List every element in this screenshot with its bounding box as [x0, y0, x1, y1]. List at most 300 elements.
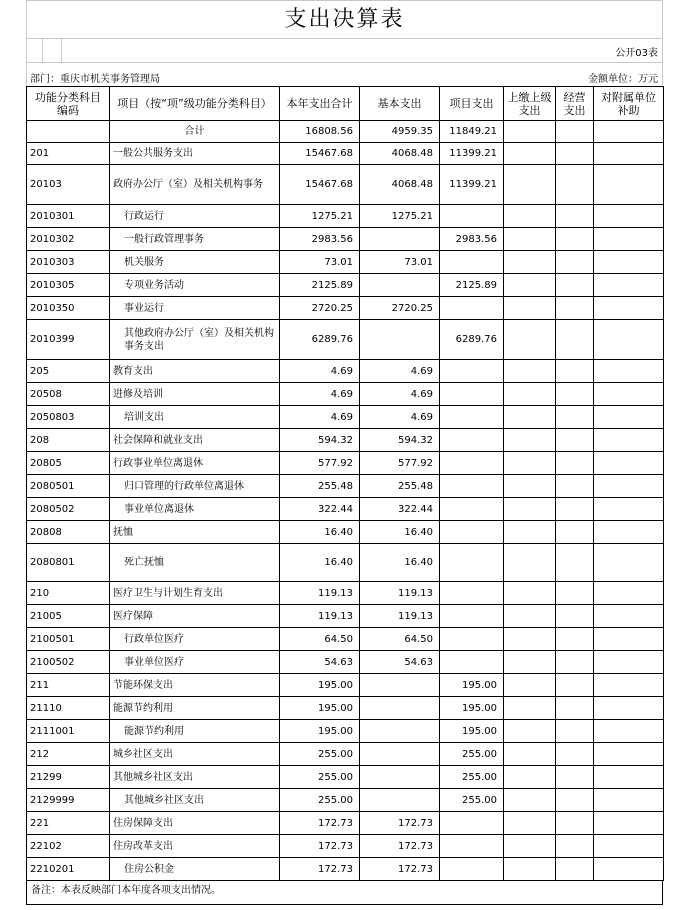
- row-code: 2010303: [27, 251, 110, 274]
- row-upper: [504, 498, 556, 521]
- row-name: 行政运行: [110, 205, 280, 228]
- row-basic: [360, 320, 440, 360]
- row-code: 211: [27, 674, 110, 697]
- row-basic: [360, 674, 440, 697]
- row-total: 255.00: [280, 743, 360, 766]
- row-subsidy: [594, 674, 664, 697]
- row-project: 195.00: [440, 697, 504, 720]
- row-total: 255.48: [280, 475, 360, 498]
- row-total: 195.00: [280, 674, 360, 697]
- row-upper: [504, 858, 556, 881]
- row-name: 事业运行: [110, 297, 280, 320]
- row-total: 16.40: [280, 521, 360, 544]
- row-total: 577.92: [280, 452, 360, 475]
- row-name: 事业单位离退休: [110, 498, 280, 521]
- table-row: [27, 628, 664, 651]
- row-total: 15467.68: [280, 143, 360, 165]
- row-name: 住房改革支出: [110, 835, 280, 858]
- table-row: [27, 475, 664, 498]
- row-basic: 577.92: [360, 452, 440, 475]
- row-basic: 16.40: [360, 544, 440, 582]
- row-business: [556, 360, 594, 383]
- row-basic: [360, 274, 440, 297]
- row-subsidy: [594, 297, 664, 320]
- row-project: [440, 812, 504, 835]
- row-basic: 172.73: [360, 835, 440, 858]
- expenditure-sheet: [26, 0, 663, 905]
- table-row: [27, 789, 664, 812]
- row-business: [556, 143, 594, 165]
- row-name: 能源节约利用: [110, 697, 280, 720]
- row-name: 行政事业单位离退休: [110, 452, 280, 475]
- row-total: 195.00: [280, 720, 360, 743]
- row-code: 21299: [27, 766, 110, 789]
- row-total: 594.32: [280, 429, 360, 452]
- row-name: 能源节约利用: [110, 720, 280, 743]
- row-project: [440, 628, 504, 651]
- row-basic: [360, 766, 440, 789]
- department-label: 部门：重庆市机关事务管理局: [30, 74, 160, 85]
- row-business: [556, 812, 594, 835]
- row-name: 进修及培训: [110, 383, 280, 406]
- row-basic: 119.13: [360, 605, 440, 628]
- row-name: 其他城乡社区支出: [110, 766, 280, 789]
- row-basic: 1275.21: [360, 205, 440, 228]
- row-basic: [360, 720, 440, 743]
- row-subsidy: [594, 143, 664, 165]
- table-row: [27, 320, 664, 360]
- table-row: [27, 205, 664, 228]
- row-basic: 4.69: [360, 406, 440, 429]
- row-project: 2983.56: [440, 228, 504, 251]
- row-business: [556, 297, 594, 320]
- row-name: 住房保障支出: [110, 812, 280, 835]
- row-project: [440, 205, 504, 228]
- row-basic: 4959.35: [360, 121, 440, 143]
- row-name: 抚恤: [110, 521, 280, 544]
- row-business: [556, 228, 594, 251]
- row-project: [440, 605, 504, 628]
- row-business: [556, 766, 594, 789]
- row-total: 172.73: [280, 835, 360, 858]
- row-subsidy: [594, 429, 664, 452]
- row-basic: 73.01: [360, 251, 440, 274]
- row-upper: [504, 165, 556, 205]
- row-total: 322.44: [280, 498, 360, 521]
- row-code: 20508: [27, 383, 110, 406]
- row-basic: 119.13: [360, 582, 440, 605]
- table-row: [27, 228, 664, 251]
- row-code: 212: [27, 743, 110, 766]
- row-subsidy: [594, 697, 664, 720]
- table-row: [27, 812, 664, 835]
- table-row: [27, 651, 664, 674]
- row-code: 20808: [27, 521, 110, 544]
- table-row: [27, 835, 664, 858]
- row-upper: [504, 251, 556, 274]
- table-row: [27, 143, 664, 165]
- row-project: 255.00: [440, 766, 504, 789]
- row-upper: [504, 766, 556, 789]
- row-subsidy: [594, 743, 664, 766]
- row-total: 64.50: [280, 628, 360, 651]
- row-code: 2111001: [27, 720, 110, 743]
- row-name: 死亡抚恤: [110, 544, 280, 582]
- table-row: [27, 498, 664, 521]
- row-upper: [504, 143, 556, 165]
- row-upper: [504, 228, 556, 251]
- row-code: 2050803: [27, 406, 110, 429]
- row-business: [556, 674, 594, 697]
- row-subsidy: [594, 251, 664, 274]
- row-upper: [504, 835, 556, 858]
- row-upper: [504, 697, 556, 720]
- table-row: [27, 674, 664, 697]
- table-row: [27, 165, 664, 205]
- row-business: [556, 320, 594, 360]
- row-basic: 4.69: [360, 360, 440, 383]
- row-business: [556, 789, 594, 812]
- row-basic: [360, 743, 440, 766]
- row-upper: [504, 297, 556, 320]
- row-total: 2125.89: [280, 274, 360, 297]
- header-name: 项目（按“项”级功能分类科目）: [110, 87, 280, 121]
- row-subsidy: [594, 766, 664, 789]
- table-row: [27, 582, 664, 605]
- row-code: 2080502: [27, 498, 110, 521]
- row-basic: 4.69: [360, 383, 440, 406]
- row-business: [556, 121, 594, 143]
- row-project: [440, 360, 504, 383]
- row-subsidy: [594, 360, 664, 383]
- row-upper: [504, 429, 556, 452]
- table-row: [27, 452, 664, 475]
- row-upper: [504, 360, 556, 383]
- row-total: 73.01: [280, 251, 360, 274]
- row-basic: 2720.25: [360, 297, 440, 320]
- row-upper: [504, 582, 556, 605]
- table-row: [27, 544, 664, 582]
- row-total: 4.69: [280, 360, 360, 383]
- row-subsidy: [594, 498, 664, 521]
- row-code: 2100502: [27, 651, 110, 674]
- row-code: 2010350: [27, 297, 110, 320]
- row-name: 机关服务: [110, 251, 280, 274]
- row-subsidy: [594, 452, 664, 475]
- header-row: [27, 87, 664, 121]
- row-name: 城乡社区支出: [110, 743, 280, 766]
- row-project: 11849.21: [440, 121, 504, 143]
- row-code: 205: [27, 360, 110, 383]
- row-upper: [504, 674, 556, 697]
- row-business: [556, 205, 594, 228]
- header-business: 经营支出: [556, 87, 594, 121]
- row-upper: [504, 605, 556, 628]
- row-subsidy: [594, 521, 664, 544]
- table-code: 公开03表: [615, 48, 658, 59]
- row-name: 政府办公厅（室）及相关机构事务: [110, 165, 280, 205]
- code-row: [26, 38, 663, 62]
- grid-line: [42, 39, 43, 62]
- row-project: [440, 297, 504, 320]
- row-code: 208: [27, 429, 110, 452]
- row-total: 119.13: [280, 582, 360, 605]
- row-business: [556, 383, 594, 406]
- row-subsidy: [594, 628, 664, 651]
- row-business: [556, 628, 594, 651]
- row-name: 一般行政管理事务: [110, 228, 280, 251]
- row-business: [556, 743, 594, 766]
- row-total: 4.69: [280, 406, 360, 429]
- row-basic: 255.48: [360, 475, 440, 498]
- row-upper: [504, 205, 556, 228]
- row-total: 2720.25: [280, 297, 360, 320]
- row-business: [556, 544, 594, 582]
- row-code: 2080501: [27, 475, 110, 498]
- row-upper: [504, 452, 556, 475]
- row-business: [556, 165, 594, 205]
- row-total: 15467.68: [280, 165, 360, 205]
- row-code: 2100501: [27, 628, 110, 651]
- row-name: 医疗卫生与计划生育支出: [110, 582, 280, 605]
- row-project: [440, 406, 504, 429]
- row-name: 一般公共服务支出: [110, 143, 280, 165]
- table-row: [27, 274, 664, 297]
- row-name: 住房公积金: [110, 858, 280, 881]
- row-subsidy: [594, 228, 664, 251]
- row-name: 培训支出: [110, 406, 280, 429]
- header-basic: 基本支出: [360, 87, 440, 121]
- row-code: [27, 121, 110, 143]
- row-subsidy: [594, 121, 664, 143]
- row-project: 11399.21: [440, 143, 504, 165]
- row-total: 119.13: [280, 605, 360, 628]
- row-business: [556, 452, 594, 475]
- table-row: [27, 297, 664, 320]
- header-code: 功能分类科目编码: [27, 87, 110, 121]
- row-basic: [360, 228, 440, 251]
- row-total: 16808.56: [280, 121, 360, 143]
- row-name: 专项业务活动: [110, 274, 280, 297]
- row-total: 255.00: [280, 789, 360, 812]
- row-business: [556, 406, 594, 429]
- row-business: [556, 858, 594, 881]
- row-subsidy: [594, 582, 664, 605]
- row-name: 归口管理的行政单位离退休: [110, 475, 280, 498]
- row-total: 16.40: [280, 544, 360, 582]
- row-code: 2010301: [27, 205, 110, 228]
- row-business: [556, 498, 594, 521]
- row-total: 1275.21: [280, 205, 360, 228]
- row-total: 54.63: [280, 651, 360, 674]
- row-project: [440, 651, 504, 674]
- row-code: 221: [27, 812, 110, 835]
- table-row: [27, 697, 664, 720]
- row-code: 21110: [27, 697, 110, 720]
- row-upper: [504, 475, 556, 498]
- unit-label: 金额单位：万元: [588, 74, 658, 85]
- row-project: [440, 498, 504, 521]
- row-project: [440, 582, 504, 605]
- row-project: [440, 429, 504, 452]
- row-project: 11399.21: [440, 165, 504, 205]
- row-code: 2080801: [27, 544, 110, 582]
- row-basic: 64.50: [360, 628, 440, 651]
- row-business: [556, 429, 594, 452]
- row-upper: [504, 521, 556, 544]
- row-subsidy: [594, 835, 664, 858]
- row-code: 2010305: [27, 274, 110, 297]
- expenditure-table: [26, 86, 664, 881]
- row-upper: [504, 544, 556, 582]
- row-project: [440, 544, 504, 582]
- table-row: [27, 858, 664, 881]
- table-row: [27, 766, 664, 789]
- row-name: 事业单位医疗: [110, 651, 280, 674]
- row-upper: [504, 406, 556, 429]
- grid-line: [61, 39, 62, 62]
- row-upper: [504, 651, 556, 674]
- row-project: 2125.89: [440, 274, 504, 297]
- row-business: [556, 251, 594, 274]
- table-body: [27, 121, 664, 881]
- table-row: [27, 429, 664, 452]
- row-subsidy: [594, 165, 664, 205]
- row-business: [556, 651, 594, 674]
- row-basic: [360, 697, 440, 720]
- row-basic: 4068.48: [360, 143, 440, 165]
- row-basic: 16.40: [360, 521, 440, 544]
- row-upper: [504, 743, 556, 766]
- table-row: [27, 406, 664, 429]
- row-project: [440, 858, 504, 881]
- row-project: [440, 251, 504, 274]
- row-upper: [504, 720, 556, 743]
- row-subsidy: [594, 605, 664, 628]
- row-total: 6289.76: [280, 320, 360, 360]
- row-business: [556, 274, 594, 297]
- row-subsidy: [594, 720, 664, 743]
- row-total: 4.69: [280, 383, 360, 406]
- header-subsidy: 对附属单位补助: [594, 87, 664, 121]
- row-upper: [504, 320, 556, 360]
- table-row: [27, 121, 664, 143]
- row-upper: [504, 274, 556, 297]
- row-project: 195.00: [440, 720, 504, 743]
- row-name: 合计: [110, 121, 280, 143]
- row-total: 172.73: [280, 812, 360, 835]
- table-row: [27, 383, 664, 406]
- row-basic: 172.73: [360, 812, 440, 835]
- row-name: 其他政府办公厅（室）及相关机构事务支出: [110, 320, 280, 360]
- row-upper: [504, 628, 556, 651]
- row-project: [440, 452, 504, 475]
- page-title: 支出决算表: [26, 0, 663, 38]
- row-code: 2210201: [27, 858, 110, 881]
- row-upper: [504, 812, 556, 835]
- header-upper: 上缴上级支出: [504, 87, 556, 121]
- note: 备注：本表反映部门本年度各项支出情况。: [26, 881, 663, 905]
- row-subsidy: [594, 320, 664, 360]
- row-subsidy: [594, 406, 664, 429]
- row-project: [440, 835, 504, 858]
- row-subsidy: [594, 812, 664, 835]
- row-project: [440, 475, 504, 498]
- row-project: [440, 383, 504, 406]
- row-code: 20805: [27, 452, 110, 475]
- row-total: 255.00: [280, 766, 360, 789]
- row-business: [556, 582, 594, 605]
- header-total: 本年支出合计: [280, 87, 360, 121]
- row-project: 6289.76: [440, 320, 504, 360]
- table-row: [27, 605, 664, 628]
- row-subsidy: [594, 858, 664, 881]
- row-total: 172.73: [280, 858, 360, 881]
- row-subsidy: [594, 475, 664, 498]
- table-row: [27, 720, 664, 743]
- row-basic: 4068.48: [360, 165, 440, 205]
- row-basic: 54.63: [360, 651, 440, 674]
- row-project: [440, 521, 504, 544]
- row-code: 201: [27, 143, 110, 165]
- row-code: 20103: [27, 165, 110, 205]
- row-code: 210: [27, 582, 110, 605]
- row-code: 2010302: [27, 228, 110, 251]
- row-business: [556, 475, 594, 498]
- row-business: [556, 605, 594, 628]
- row-name: 节能环保支出: [110, 674, 280, 697]
- row-project: 255.00: [440, 743, 504, 766]
- row-name: 其他城乡社区支出: [110, 789, 280, 812]
- row-business: [556, 720, 594, 743]
- row-business: [556, 521, 594, 544]
- header-project: 项目支出: [440, 87, 504, 121]
- row-business: [556, 697, 594, 720]
- row-project: 255.00: [440, 789, 504, 812]
- table-row: [27, 521, 664, 544]
- row-subsidy: [594, 651, 664, 674]
- row-name: 社会保障和就业支出: [110, 429, 280, 452]
- table-row: [27, 360, 664, 383]
- row-upper: [504, 789, 556, 812]
- row-basic: 594.32: [360, 429, 440, 452]
- row-subsidy: [594, 789, 664, 812]
- row-code: 2010399: [27, 320, 110, 360]
- row-upper: [504, 121, 556, 143]
- row-name: 教育支出: [110, 360, 280, 383]
- table-row: [27, 743, 664, 766]
- meta-row: [26, 62, 663, 86]
- row-basic: [360, 789, 440, 812]
- row-subsidy: [594, 383, 664, 406]
- row-upper: [504, 383, 556, 406]
- row-subsidy: [594, 274, 664, 297]
- row-subsidy: [594, 544, 664, 582]
- row-code: 22102: [27, 835, 110, 858]
- row-total: 195.00: [280, 697, 360, 720]
- row-basic: 172.73: [360, 858, 440, 881]
- row-subsidy: [594, 205, 664, 228]
- row-basic: 322.44: [360, 498, 440, 521]
- row-name: 医疗保障: [110, 605, 280, 628]
- table-row: [27, 251, 664, 274]
- row-business: [556, 835, 594, 858]
- row-name: 行政单位医疗: [110, 628, 280, 651]
- row-project: 195.00: [440, 674, 504, 697]
- row-code: 2129999: [27, 789, 110, 812]
- row-code: 21005: [27, 605, 110, 628]
- row-total: 2983.56: [280, 228, 360, 251]
